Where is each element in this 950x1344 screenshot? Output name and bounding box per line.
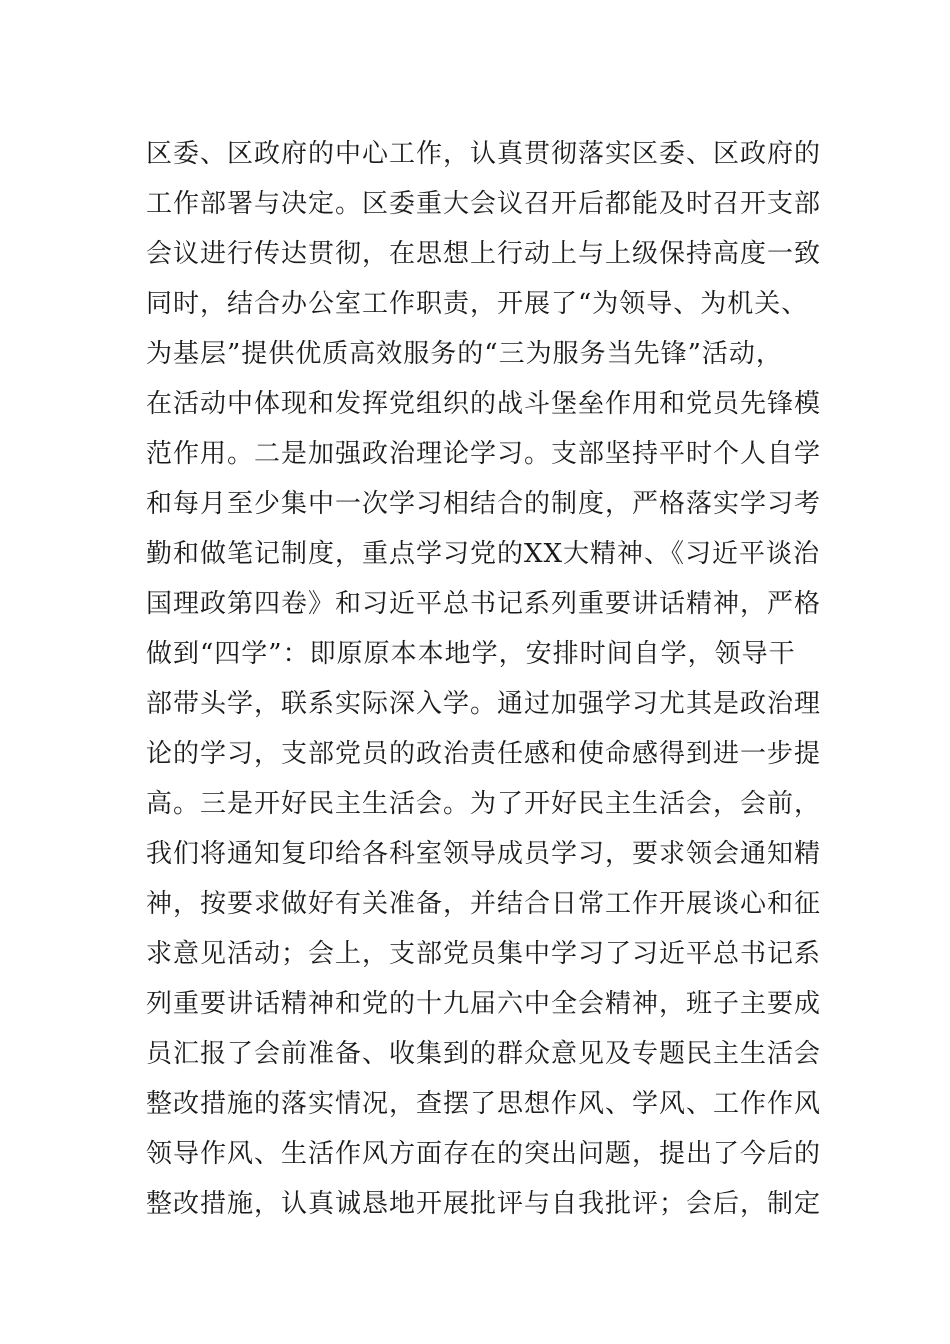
text-line: 整改措施，认真诚恳地开展批评与自我批评；会后，制定	[146, 1189, 822, 1219]
text-line: 区委、区政府的中心工作，认真贯彻落实区委、区政府的	[146, 139, 822, 169]
text-line: 列重要讲话精神和党的十九届六中全会精神，班子主要成	[146, 989, 822, 1019]
text-line: 领导作风、生活作风方面存在的突出问题，提出了今后的	[146, 1139, 822, 1169]
text-line: 国理政第四卷》和习近平总书记系列重要讲话精神，严格	[146, 589, 822, 619]
text-line: 神，按要求做好有关准备，并结合日常工作开展谈心和征	[146, 889, 822, 919]
text-line: 勤和做笔记制度，重点学习党的XX大精神、《习近平谈治	[146, 539, 821, 569]
text-line: 整改措施的落实情况，查摆了思想作风、学风、工作作风	[146, 1089, 822, 1119]
text-line: 同时，结合办公室工作职责，开展了“为领导、为机关、	[146, 289, 809, 319]
text-line: 求意见活动；会上，支部党员集中学习了习近平总书记系	[146, 939, 822, 969]
text-line: 和每月至少集中一次学习相结合的制度，严格落实学习考	[146, 489, 822, 519]
text-line: 在活动中体现和发挥党组织的战斗堡垒作用和党员先锋模	[146, 389, 822, 419]
text-line: 范作用。二是加强政治理论学习。支部坚持平时个人自学	[146, 439, 822, 469]
text-line: 为基层”提供优质高效服务的“三为服务当先锋”活动，	[146, 339, 783, 369]
body-text	[146, 129, 826, 1229]
text-line: 论的学习，支部党员的政治责任感和使命感得到进一步提	[146, 739, 822, 769]
text-line: 会议进行传达贯彻，在思想上行动上与上级保持高度一致	[146, 239, 822, 269]
text-line: 做到“四学”：即原原本本地学，安排时间自学，领导干	[146, 639, 796, 669]
text-line: 员汇报了会前准备、收集到的群众意见及专题民主生活会	[146, 1039, 822, 1069]
text-line: 高。三是开好民主生活会。为了开好民主生活会，会前，	[146, 789, 822, 819]
text-line: 工作部署与决定。区委重大会议召开后都能及时召开支部	[146, 189, 822, 219]
text-line: 我们将通知复印给各科室领导成员学习，要求领会通知精	[146, 839, 822, 869]
text-line: 部带头学，联系实际深入学。通过加强学习尤其是政治理	[146, 689, 822, 719]
